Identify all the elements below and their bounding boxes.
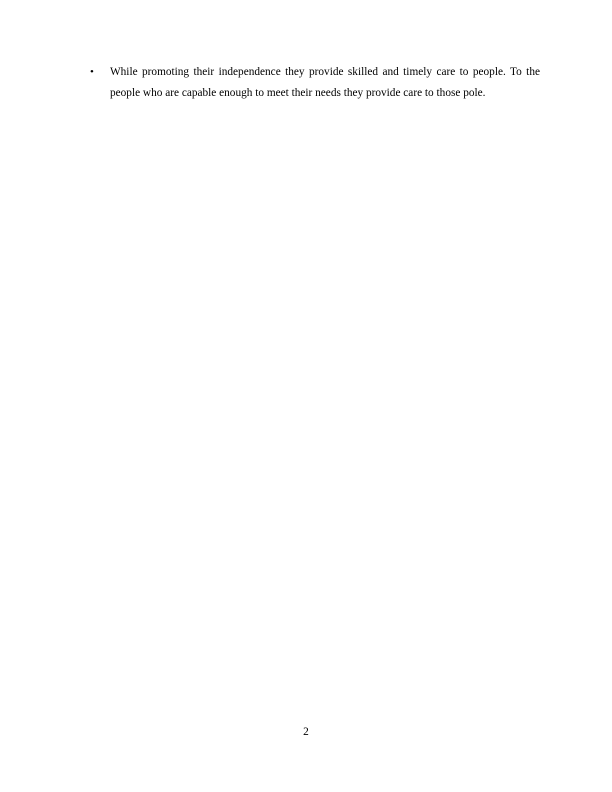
page-number: 2 (303, 726, 309, 738)
list-item (72, 62, 540, 104)
document-body (72, 62, 540, 104)
bullet-list (72, 62, 540, 104)
list-item-text: While promoting their independence they provide skilled and timely care to people. To the people who are capable enough to meet their needs they provide care to those pole. (110, 66, 540, 99)
bullet-marker-icon: • (90, 66, 94, 78)
